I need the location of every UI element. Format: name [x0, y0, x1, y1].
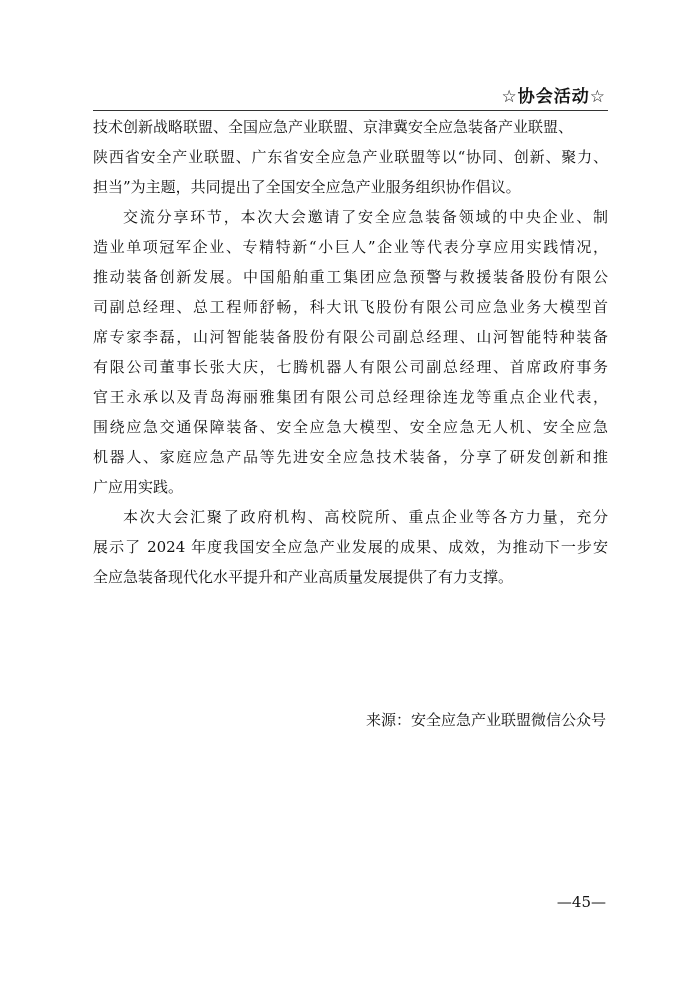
text-line: 展示了 2024 年度我国安全应急产业发展的成果、成效，为推动下一步安	[93, 538, 608, 556]
text-line: 全应急装备现代化水平提升和产业高质量发展提供了有力支撑。	[93, 568, 514, 586]
section-title: ☆协会活动☆	[501, 87, 606, 107]
text-line: 本次大会汇聚了政府机构、高校院所、重点企业等各方力量，充分	[123, 508, 608, 526]
page-number: —45—	[556, 893, 606, 911]
text-line: 造业单项冠军企业、专精特新“小巨人”企业等代表分享应用实践情况，	[93, 238, 608, 256]
text-line: 官王永承以及青岛海丽雅集团有限公司总经理徐连龙等重点企业代表，	[93, 388, 608, 406]
text-line: 推动装备创新发展。中国船舶重工集团应急预警与救援装备股份有限公	[93, 268, 608, 286]
text-line: 机器人、家庭应急产品等先进安全应急技术装备，分享了研发创新和推	[93, 448, 608, 466]
text-line: 陕西省安全产业联盟、广东省安全应急产业联盟等以“协同、创新、聚力、	[93, 148, 608, 166]
text-line: 围绕应急交通保障装备、安全应急大模型、安全应急无人机、安全应急	[93, 418, 608, 436]
text-line: 担当”为主题，共同提出了全国安全应急产业服务组织协作倡议。	[93, 178, 521, 196]
text-line: 交流分享环节，本次大会邀请了安全应急装备领域的中央企业、制	[123, 208, 608, 226]
text-line: 司副总经理、总工程师舒畅，科大讯飞股份有限公司应急业务大模型首	[93, 298, 608, 316]
running-header	[93, 80, 608, 111]
text-line: 技术创新战略联盟、全国应急产业联盟、京津冀安全应急装备产业联盟、	[93, 118, 574, 136]
text-line: 席专家李磊，山河智能装备股份有限公司副总经理、山河智能特种装备	[93, 328, 608, 346]
text-line: 有限公司董事长张大庆，七腾机器人有限公司副总经理、首席政府事务	[93, 358, 608, 376]
article-body	[93, 112, 608, 592]
source-credit: 来源：安全应急产业联盟微信公众号	[365, 711, 606, 729]
text-line: 广应用实践。	[93, 478, 184, 496]
